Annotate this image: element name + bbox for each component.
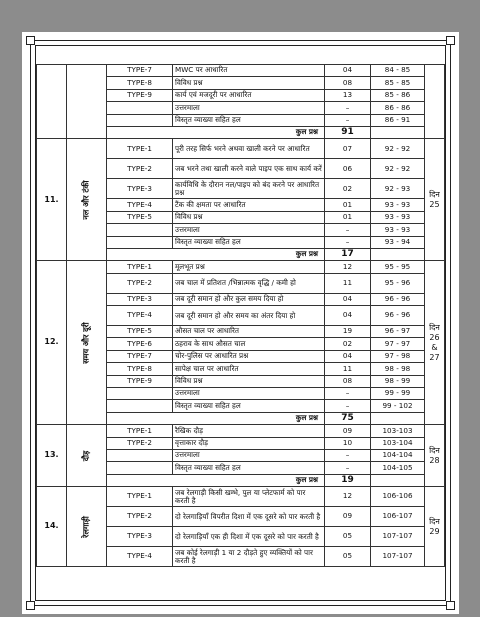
page-range: 86 - 91 (371, 114, 425, 126)
empty-cell (371, 474, 425, 486)
total-label: कुल प्रश्न (107, 248, 325, 260)
topic-description: ठहराव के साथ औसत चाल (173, 338, 325, 350)
topic-description: विस्तृत व्याख्या सहित हल (173, 462, 325, 474)
question-count: 08 (325, 77, 371, 89)
study-day (425, 139, 445, 261)
type-label: TYPE-3 (107, 179, 173, 199)
corner-ornament (26, 36, 35, 45)
total-value: 91 (325, 126, 371, 138)
topic-description: पूरी तरह सिर्फ भरने अथवा खाली करने पर आधारित (173, 139, 325, 159)
day-label: दिन (429, 516, 440, 526)
topic-description: जब कोई रेलगाड़ी 1 या 2 दौड़ते हुए व्यक्तियों को पार करती है (173, 547, 325, 567)
table-row (37, 65, 445, 77)
study-day (425, 425, 445, 487)
question-count: 05 (325, 547, 371, 567)
page-range: 97 - 97 (371, 338, 425, 350)
day-number: 28 (429, 455, 440, 465)
topic-description: सापेक्ष चाल पर आधारित (173, 363, 325, 375)
study-day (425, 261, 445, 425)
page-range: 84 - 85 (371, 65, 425, 77)
topic-description: जब चाल में प्रतिशत /भिन्नात्मक वृद्धि / कमी हो (173, 273, 325, 293)
chapter-topic (67, 261, 107, 425)
type-label: TYPE-4 (107, 547, 173, 567)
page-range: 104-104 (371, 449, 425, 461)
topic-description: विस्तृत व्याख्या सहित हल (173, 236, 325, 248)
topic-description: MWC पर आधारित (173, 65, 325, 77)
table-row (37, 139, 445, 159)
type-label: TYPE-2 (107, 437, 173, 449)
total-label: कुल प्रश्न (107, 474, 325, 486)
question-count: – (325, 462, 371, 474)
page-range: 85 - 85 (371, 77, 425, 89)
total-value: 75 (325, 412, 371, 424)
question-count: 12 (325, 487, 371, 507)
type-label: TYPE-1 (107, 139, 173, 159)
question-count: – (325, 400, 371, 412)
chapter-number (37, 65, 67, 139)
type-label: TYPE-5 (107, 326, 173, 338)
topic-description: उत्तरमाला (173, 102, 325, 114)
corner-ornament (26, 601, 35, 610)
topic-description: विविध प्रश्न (173, 77, 325, 89)
day-label: दिन (429, 189, 440, 199)
question-count: – (325, 388, 371, 400)
page-range: 92 - 92 (371, 139, 425, 159)
total-value: 19 (325, 474, 371, 486)
type-label (107, 400, 173, 412)
chapter-topic-label: दौड़ (81, 450, 91, 461)
page-range: 95 - 95 (371, 261, 425, 273)
question-count: 05 (325, 527, 371, 547)
chapter-topic (67, 487, 107, 567)
page-range: 97 - 98 (371, 350, 425, 362)
empty-cell (371, 248, 425, 260)
topic-description: जब दूरी समान हो और कुल समय दिया हो (173, 293, 325, 305)
question-count: – (325, 224, 371, 236)
question-count: 01 (325, 199, 371, 211)
question-count: – (325, 449, 371, 461)
study-day (425, 487, 445, 567)
question-count: 08 (325, 375, 371, 387)
page-range: 99 - 99 (371, 388, 425, 400)
question-count: 04 (325, 293, 371, 305)
page-range: 93 - 93 (371, 224, 425, 236)
question-count: – (325, 114, 371, 126)
total-value: 17 (325, 248, 371, 260)
type-label (107, 236, 173, 248)
corner-ornament (446, 36, 455, 45)
chapter-topic (67, 425, 107, 487)
page-range: 93 - 93 (371, 211, 425, 223)
type-label (107, 449, 173, 461)
type-label: TYPE-2 (107, 507, 173, 527)
type-label: TYPE-1 (107, 261, 173, 273)
topic-description: विविध प्रश्न (173, 211, 325, 223)
page-range: 99 - 102 (371, 400, 425, 412)
topic-description: टैंक की क्षमता पर आधारित (173, 199, 325, 211)
topic-description: औसत चाल पर आधारित (173, 326, 325, 338)
type-label (107, 224, 173, 236)
type-label: TYPE-2 (107, 273, 173, 293)
table-row (37, 487, 445, 507)
topic-description: चोर-पुलिस पर आधारित प्रश्न (173, 350, 325, 362)
question-count: 04 (325, 350, 371, 362)
page-range: 92 - 92 (371, 159, 425, 179)
topic-description: मूलभूत प्रश्न (173, 261, 325, 273)
topic-description: कार्यविधि के दौरान नल/पाइप को बंद करने पर आधारित प्रश्न (173, 179, 325, 199)
topic-description: विस्तृत व्याख्या सहित हल (173, 114, 325, 126)
topic-description: जब भरने तथा खाली करने वाले पाइप एक साथ कार्य करें (173, 159, 325, 179)
page-range: 93 - 93 (371, 199, 425, 211)
page-range: 107-107 (371, 547, 425, 567)
topic-description: विस्तृत व्याख्या सहित हल (173, 400, 325, 412)
day-number: 25 (429, 199, 440, 209)
page-range: 92 - 93 (371, 179, 425, 199)
page-range: 103-103 (371, 425, 425, 437)
type-label: TYPE-1 (107, 425, 173, 437)
type-label: TYPE-7 (107, 350, 173, 362)
page-range: 106-107 (371, 507, 425, 527)
question-count: 06 (325, 159, 371, 179)
total-label: कुल प्रश्न (107, 126, 325, 138)
topic-description: रैखिक दौड़ (173, 425, 325, 437)
topic-description: जब रेलगाड़ी किसी खम्भे, पुल या प्लेटफार्म को पार करती है (173, 487, 325, 507)
question-count: 11 (325, 273, 371, 293)
type-label (107, 114, 173, 126)
page-range: 96 - 96 (371, 293, 425, 305)
type-label: TYPE-4 (107, 199, 173, 211)
page-range: 98 - 99 (371, 375, 425, 387)
day-label: दिन (429, 322, 440, 332)
question-count: 09 (325, 425, 371, 437)
chapter-topic-label: रेलगाड़ी (81, 515, 91, 538)
type-label: TYPE-3 (107, 293, 173, 305)
type-label (107, 102, 173, 114)
chapter-topic (67, 139, 107, 261)
topic-description: उत्तरमाला (173, 224, 325, 236)
type-label: TYPE-8 (107, 363, 173, 375)
table-row (37, 261, 445, 273)
question-count: 02 (325, 338, 371, 350)
question-count: 04 (325, 306, 371, 326)
topic-description: वृत्ताकार दौड़ (173, 437, 325, 449)
chapter-topic-label: नल और टंकी (81, 180, 91, 220)
corner-ornament (446, 601, 455, 610)
topic-description: दो रेलगाड़ियाँ विपरीत दिशा में एक दूसरे को पार करती है (173, 507, 325, 527)
type-label: TYPE-5 (107, 211, 173, 223)
page-range: 103-104 (371, 437, 425, 449)
type-label: TYPE-9 (107, 375, 173, 387)
total-label: कुल प्रश्न (107, 412, 325, 424)
question-count: 11 (325, 363, 371, 375)
question-count: 02 (325, 179, 371, 199)
chapter-topic (67, 65, 107, 139)
day-label: दिन (429, 445, 440, 455)
page-range: 96 - 96 (371, 306, 425, 326)
type-label (107, 388, 173, 400)
question-count: – (325, 236, 371, 248)
topic-description: दो रेलगाड़ियाँ एक ही दिशा में एक दूसरे को पार करती है (173, 527, 325, 547)
type-label (107, 462, 173, 474)
study-day (425, 65, 445, 139)
chapter-number: 12. (37, 261, 67, 425)
page-range: 85 - 86 (371, 89, 425, 101)
question-count: – (325, 102, 371, 114)
chapter-number: 14. (37, 487, 67, 567)
question-count: 13 (325, 89, 371, 101)
day-number: 29 (429, 526, 440, 536)
question-count: 09 (325, 507, 371, 527)
question-count: 10 (325, 437, 371, 449)
chapter-topic-label: समय और दूरी (81, 322, 91, 364)
page-range: 107-107 (371, 527, 425, 547)
page-range: 86 - 86 (371, 102, 425, 114)
day-number: 26 & 27 (429, 332, 440, 362)
type-label: TYPE-3 (107, 527, 173, 547)
book-page (22, 32, 459, 614)
page-range: 104-105 (371, 462, 425, 474)
question-count: 19 (325, 326, 371, 338)
page-range: 98 - 98 (371, 363, 425, 375)
table-row (37, 425, 445, 437)
type-label: TYPE-8 (107, 77, 173, 89)
type-label: TYPE-4 (107, 306, 173, 326)
page-range: 93 - 94 (371, 236, 425, 248)
type-label: TYPE-2 (107, 159, 173, 179)
type-label: TYPE-7 (107, 65, 173, 77)
page-range: 95 - 96 (371, 273, 425, 293)
topic-description: उत्तरमाला (173, 388, 325, 400)
question-count: 01 (325, 211, 371, 223)
contents-table (36, 64, 445, 567)
chapter-number: 11. (37, 139, 67, 261)
type-label: TYPE-9 (107, 89, 173, 101)
topic-description: जब दूरी समान हो और समय का अंतर दिया हो (173, 306, 325, 326)
topic-description: उत्तरमाला (173, 449, 325, 461)
question-count: 07 (325, 139, 371, 159)
page-range: 96 - 97 (371, 326, 425, 338)
topic-description: विविध प्रश्न (173, 375, 325, 387)
type-label: TYPE-1 (107, 487, 173, 507)
page-range: 106-106 (371, 487, 425, 507)
question-count: 04 (325, 65, 371, 77)
type-label: TYPE-6 (107, 338, 173, 350)
topic-description: कार्य एवं मजदूरी पर आधारित (173, 89, 325, 101)
empty-cell (371, 126, 425, 138)
empty-cell (371, 412, 425, 424)
chapter-number: 13. (37, 425, 67, 487)
question-count: 12 (325, 261, 371, 273)
